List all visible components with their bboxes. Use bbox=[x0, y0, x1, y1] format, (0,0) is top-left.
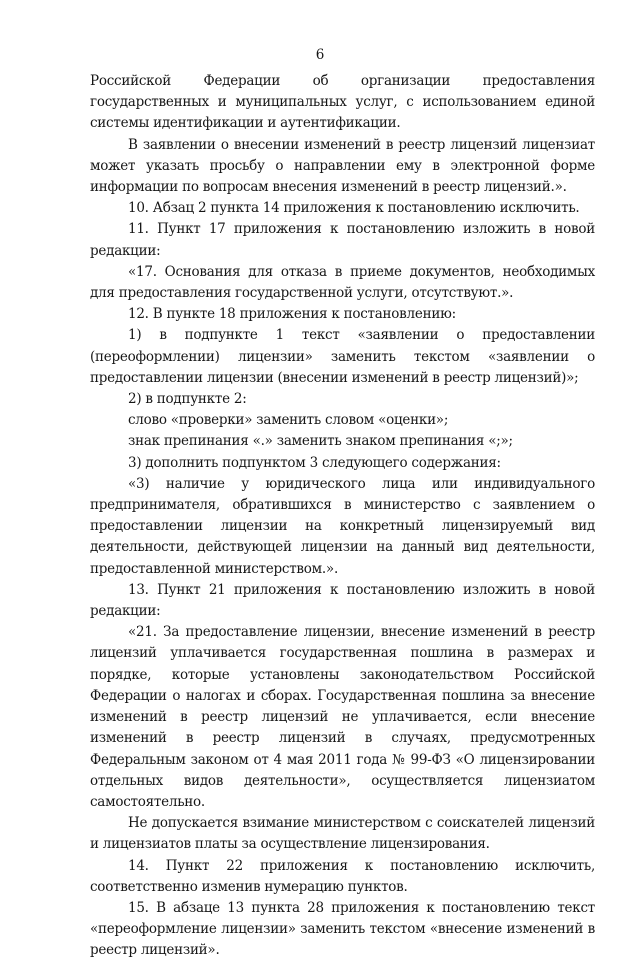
paragraph: В заявлении о внесении изменений в реестр лицензий лицензиат может указать просьбу о направлении ему в электронной форме информации по вопросам внесения изменений в реестр лицензий.». bbox=[90, 136, 595, 196]
document-body bbox=[90, 71, 595, 962]
paragraph-quote-3: «3) наличие у юридического лица или индивидуального предпринимателя, обратившихся в министерство с заявлением о предоставлении лицензии на конкретный лицензируемый вид деятельности, действующей лицензии на данный вид деятельности, предоставленной министерством.». bbox=[90, 475, 595, 577]
paragraph-subitem-2: 2) в подпункте 2: bbox=[128, 391, 247, 408]
paragraph-item-11: 11. Пункт 17 приложения к постановлению изложить в новой редакции: bbox=[90, 221, 595, 259]
paragraph-quote-17: «17. Основания для отказа в приеме документов, необходимых для предоставления государственной услуги, отсутствуют.». bbox=[90, 263, 595, 302]
paragraph-item-15: 15. В абзаце 13 пункта 28 приложения к постановлению текст «переоформление лицензии» заменить текстом «внесение изменений в реестр лицензий». bbox=[90, 899, 595, 959]
paragraph-continuation: Российской Федерации об организации предоставления государственных и муниципальных услуг, с использованием единой системы идентификации и аутентификации. bbox=[90, 73, 595, 132]
paragraph-item-10: 10. Абзац 2 пункта 14 приложения к постановлению исключить. bbox=[128, 200, 580, 217]
paragraph: слово «проверки» заменить словом «оценки»; bbox=[128, 412, 449, 429]
paragraph: Не допускается взимание министерством с соискателей лицензий и лицензиатов платы за осуществление лицензирования. bbox=[90, 815, 595, 853]
paragraph-item-14: 14. Пункт 22 приложения к постановлению исключить, соответственно изменив нумерацию пунктов. bbox=[90, 857, 595, 895]
paragraph-subitem-1: 1) в подпункте 1 текст «заявлении о предоставлении (переоформлении) лицензии» заменить текстом «заявлении о предоставлении лицензии (внесении изменений в реестр лицензий)»; bbox=[90, 327, 595, 386]
paragraph-quote-21: «21. За предоставление лицензии, внесение изменений в реестр лицензий уплачивается государственная пошлина в размерах и порядке, которые установлены законодательством Российской Федерации о налогах и сборах. Государственная пошлина за внесение изменений в реестр лицензий не уплачивается, если внесение изменений в реестр лицензий в случаях, предусмотренных Федеральным законом от 4 мая 2011 года № 99-ФЗ «О лицензировании отдельных видов деятельности», осуществляется лицензиатом самостоятельно. bbox=[90, 624, 595, 810]
paragraph: знак препинания «.» заменить знаком препинания «;»; bbox=[128, 433, 513, 450]
paragraph-subitem-3: 3) дополнить подпунктом 3 следующего содержания: bbox=[128, 454, 501, 471]
paragraph-item-13: 13. Пункт 21 приложения к постановлению изложить в новой редакции: bbox=[90, 581, 595, 620]
paragraph-item-12: 12. В пункте 18 приложения к постановлению: bbox=[128, 306, 456, 323]
page-number: 6 bbox=[315, 47, 325, 63]
